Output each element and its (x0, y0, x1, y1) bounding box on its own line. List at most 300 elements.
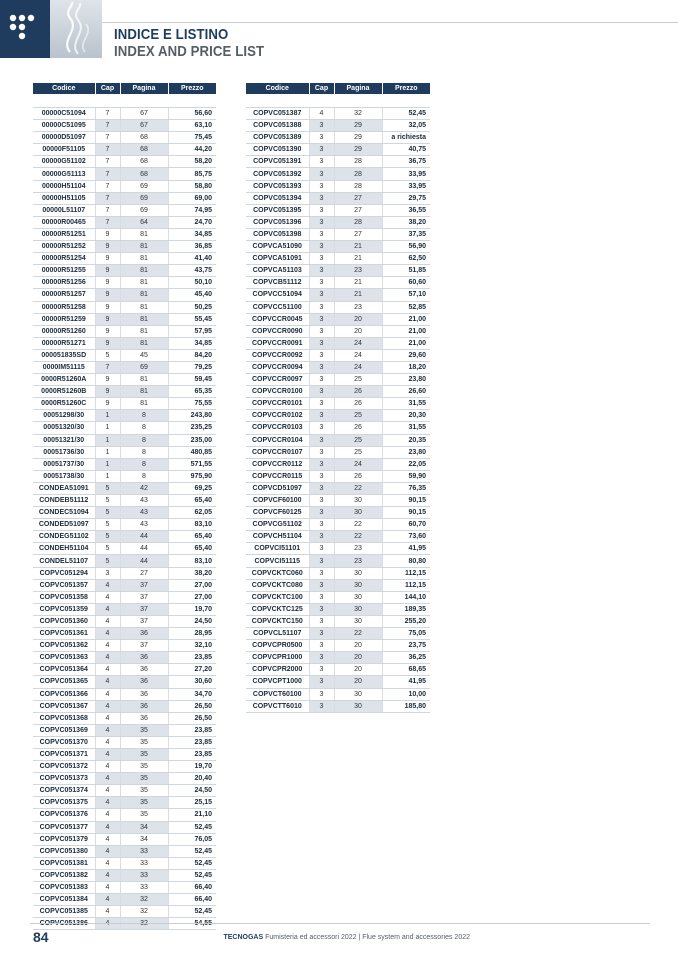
table-row (33, 906, 216, 918)
price-cell: 62,05 (168, 507, 216, 519)
table-row (246, 241, 430, 253)
cap-cell: 5 (95, 507, 120, 519)
code-cell: 00000D51097 (33, 132, 95, 144)
page-cell: 35 (120, 736, 168, 748)
table-row (33, 108, 216, 120)
code-cell: COPVCPR1000 (246, 652, 309, 664)
page-cell: 36 (120, 676, 168, 688)
table-row (246, 228, 430, 240)
cap-cell: 4 (95, 664, 120, 676)
table-row (246, 192, 430, 204)
page-cell: 27 (334, 192, 382, 204)
price-cell: 24,70 (168, 216, 216, 228)
table-row (246, 591, 430, 603)
page-cell: 81 (120, 386, 168, 398)
spacer-row (246, 94, 430, 108)
code-cell: COPVC051398 (246, 228, 309, 240)
cap-cell: 5 (95, 531, 120, 543)
cap-cell: 7 (95, 120, 120, 132)
table-row (246, 422, 430, 434)
code-cell: 00000R51251 (33, 228, 95, 240)
price-cell: 29,60 (382, 349, 430, 361)
price-cell: 66,40 (168, 882, 216, 894)
page-cell: 30 (334, 603, 382, 615)
cap-cell: 7 (95, 180, 120, 192)
page-cell: 8 (120, 422, 168, 434)
cap-cell: 3 (95, 567, 120, 579)
table-row (33, 736, 216, 748)
code-cell: COPVCCR0107 (246, 446, 309, 458)
price-cell: 33,95 (382, 180, 430, 192)
table-row (246, 277, 430, 289)
code-cell: COPVCPR2000 (246, 664, 309, 676)
table-row (246, 325, 430, 337)
cap-cell: 4 (95, 906, 120, 918)
table-row (33, 168, 216, 180)
cap-cell: 4 (95, 676, 120, 688)
price-cell: 26,50 (168, 700, 216, 712)
table-row (33, 422, 216, 434)
table-row (33, 337, 216, 349)
price-cell: 29,75 (382, 192, 430, 204)
table-row (33, 204, 216, 216)
code-cell: COPVCCR0100 (246, 386, 309, 398)
cap-cell: 4 (95, 712, 120, 724)
table-row (33, 664, 216, 676)
cap-cell: 3 (309, 676, 334, 688)
price-cell: 20,40 (168, 773, 216, 785)
price-cell: 36,85 (168, 241, 216, 253)
code-cell: 00000R51257 (33, 289, 95, 301)
page-cell: 81 (120, 241, 168, 253)
cap-cell: 4 (95, 640, 120, 652)
price-cell: 65,40 (168, 543, 216, 555)
table-header (33, 83, 216, 94)
price-cell: 75,45 (168, 132, 216, 144)
code-cell: COPVC051391 (246, 156, 309, 168)
page-cell: 25 (334, 434, 382, 446)
table-row (246, 700, 430, 712)
cap-cell: 5 (95, 349, 120, 361)
page-cell: 20 (334, 652, 382, 664)
page-cell: 33 (120, 869, 168, 881)
table-row (33, 519, 216, 531)
cap-cell: 3 (309, 652, 334, 664)
page-cell: 35 (120, 809, 168, 821)
code-cell: COPVCCR0101 (246, 398, 309, 410)
price-cell: 27,00 (168, 579, 216, 591)
table-row (246, 543, 430, 555)
price-cell: 57,95 (168, 325, 216, 337)
cap-cell: 4 (95, 773, 120, 785)
code-cell: COPVCT60100 (246, 688, 309, 700)
price-cell: 74,95 (168, 204, 216, 216)
table-row (33, 894, 216, 906)
price-cell: 52,85 (382, 301, 430, 313)
cap-cell: 9 (95, 337, 120, 349)
code-cell: COPVCCR0094 (246, 361, 309, 373)
price-cell: 83,10 (168, 555, 216, 567)
price-cell: 57,10 (382, 289, 430, 301)
table-row (246, 156, 430, 168)
page-cell: 43 (120, 507, 168, 519)
page-cell: 23 (334, 555, 382, 567)
col-header-cap: Cap (95, 83, 120, 94)
cap-cell: 3 (309, 567, 334, 579)
dots-logo-icon (9, 14, 39, 44)
page-cell: 68 (120, 132, 168, 144)
price-cell: 75,05 (382, 628, 430, 640)
code-cell: COPVCA51091 (246, 253, 309, 265)
page-cell: 34 (120, 821, 168, 833)
cap-cell: 3 (309, 132, 334, 144)
table-row (33, 349, 216, 361)
price-cell: 65,40 (168, 531, 216, 543)
table-row (33, 495, 216, 507)
code-cell: COPVC051381 (33, 857, 95, 869)
code-cell: CONDEA51091 (33, 482, 95, 494)
price-cell: 23,85 (168, 652, 216, 664)
table-row (33, 845, 216, 857)
price-cell: 26,50 (168, 712, 216, 724)
code-cell: 00000R51256 (33, 277, 95, 289)
code-cell: COPVC051364 (33, 664, 95, 676)
cap-cell: 7 (95, 156, 120, 168)
table-header (246, 83, 430, 94)
page-cell: 21 (334, 289, 382, 301)
spacer-row (33, 94, 216, 108)
price-cell: 80,80 (382, 555, 430, 567)
cap-cell: 4 (95, 845, 120, 857)
cap-cell: 7 (95, 192, 120, 204)
price-cell: 52,45 (168, 869, 216, 881)
code-cell: COPVC051382 (33, 869, 95, 881)
table-row (246, 216, 430, 228)
table-row (33, 603, 216, 615)
page-cell: 33 (120, 857, 168, 869)
cap-cell: 3 (309, 700, 334, 712)
page-cell: 27 (334, 204, 382, 216)
cap-cell: 4 (95, 809, 120, 821)
cap-cell: 7 (95, 216, 120, 228)
cap-cell: 9 (95, 265, 120, 277)
price-cell: 24,50 (168, 785, 216, 797)
cap-cell: 9 (95, 313, 120, 325)
page-cell: 69 (120, 180, 168, 192)
page-cell: 8 (120, 446, 168, 458)
page-title-en: INDEX AND PRICE LIST (114, 43, 265, 60)
page-cell: 37 (120, 640, 168, 652)
price-cell: 28,95 (168, 628, 216, 640)
cap-cell: 4 (95, 628, 120, 640)
code-cell: COPVCCR0090 (246, 325, 309, 337)
code-cell: COPVCL51107 (246, 628, 309, 640)
price-cell: 40,75 (382, 144, 430, 156)
code-cell: COPVCF60125 (246, 507, 309, 519)
table-row (246, 688, 430, 700)
spacer-cell (309, 94, 334, 108)
page-cell: 81 (120, 253, 168, 265)
cap-cell: 3 (309, 253, 334, 265)
cap-cell: 7 (95, 132, 120, 144)
code-cell: COPVC051385 (33, 906, 95, 918)
cap-cell: 4 (95, 748, 120, 760)
table-row (33, 446, 216, 458)
code-cell: COPVC051374 (33, 785, 95, 797)
price-cell: 23,85 (168, 724, 216, 736)
cap-cell: 3 (309, 277, 334, 289)
cap-cell: 3 (309, 688, 334, 700)
page-cell: 23 (334, 543, 382, 555)
code-cell: COPVCG51102 (246, 519, 309, 531)
price-cell: 235,25 (168, 422, 216, 434)
price-cell: 60,70 (382, 519, 430, 531)
page-cell: 69 (120, 204, 168, 216)
page-cell: 81 (120, 325, 168, 337)
code-cell: COPVC051392 (246, 168, 309, 180)
code-cell: COPVC051357 (33, 579, 95, 591)
code-cell: 00000F51105 (33, 144, 95, 156)
spacer-cell (120, 94, 168, 108)
price-cell: 37,35 (382, 228, 430, 240)
cap-cell: 3 (309, 374, 334, 386)
code-cell: 00000H51104 (33, 180, 95, 192)
page-cell: 35 (120, 785, 168, 797)
price-cell: 27,00 (168, 591, 216, 603)
table-row (33, 180, 216, 192)
price-cell: 36,25 (382, 652, 430, 664)
table-row (33, 265, 216, 277)
page-cell: 30 (334, 507, 382, 519)
code-cell: 0000R51260B (33, 386, 95, 398)
footer-text (223, 934, 470, 941)
price-cell: 112,15 (382, 579, 430, 591)
table-row (246, 446, 430, 458)
price-cell: 52,45 (168, 845, 216, 857)
price-cell: 90,15 (382, 507, 430, 519)
price-cell: 41,95 (382, 543, 430, 555)
price-cell: 83,10 (168, 519, 216, 531)
code-cell: COPVC051367 (33, 700, 95, 712)
col-header-price: Prezzo (382, 83, 430, 94)
cap-cell: 4 (95, 797, 120, 809)
page-cell: 30 (334, 495, 382, 507)
code-cell: COPVC051387 (246, 108, 309, 120)
price-cell: 255,20 (382, 615, 430, 627)
page-cell: 29 (334, 120, 382, 132)
page-cell: 23 (334, 265, 382, 277)
cap-cell: 3 (309, 144, 334, 156)
code-cell: 00000R51255 (33, 265, 95, 277)
price-cell: 21,00 (382, 313, 430, 325)
page-cell: 30 (334, 579, 382, 591)
cap-cell: 3 (309, 615, 334, 627)
col-header-code: Codice (246, 83, 309, 94)
price-cell: 38,20 (382, 216, 430, 228)
table-row (33, 615, 216, 627)
cap-cell: 3 (309, 482, 334, 494)
page-cell: 30 (334, 688, 382, 700)
col-header-cap: Cap (309, 83, 334, 94)
code-cell: COPVCC51100 (246, 301, 309, 313)
code-cell: COPVC051393 (246, 180, 309, 192)
code-cell: 0000IM51115 (33, 361, 95, 373)
table-row (33, 482, 216, 494)
cap-cell: 4 (95, 882, 120, 894)
code-cell: COPVCD51097 (246, 482, 309, 494)
price-cell: 50,25 (168, 301, 216, 313)
code-cell: COPVCA51103 (246, 265, 309, 277)
page-cell: 21 (334, 241, 382, 253)
price-cell: 63,10 (168, 120, 216, 132)
page-cell: 36 (120, 688, 168, 700)
price-cell: 56,60 (168, 108, 216, 120)
table-row (33, 773, 216, 785)
table-row (33, 325, 216, 337)
cap-cell: 9 (95, 277, 120, 289)
header-rule (102, 22, 678, 23)
col-header-page: Pagina (120, 83, 168, 94)
code-cell: 0000R51260C (33, 398, 95, 410)
table-row (33, 386, 216, 398)
page-cell: 28 (334, 180, 382, 192)
table-row (33, 688, 216, 700)
code-cell: 00051321/30 (33, 434, 95, 446)
price-cell: 43,75 (168, 265, 216, 277)
table-row (246, 301, 430, 313)
cap-cell: 4 (95, 579, 120, 591)
page-cell: 25 (334, 446, 382, 458)
cap-cell: 3 (309, 337, 334, 349)
page-cell: 81 (120, 337, 168, 349)
page-cell: 35 (120, 761, 168, 773)
page-cell: 30 (334, 591, 382, 603)
page-cell: 36 (120, 664, 168, 676)
page-cell: 69 (120, 361, 168, 373)
page-cell: 24 (334, 349, 382, 361)
footer-brand: TECNOGAS (223, 934, 264, 941)
page-cell: 26 (334, 386, 382, 398)
table-row (33, 567, 216, 579)
table-row (33, 821, 216, 833)
cap-cell: 3 (309, 640, 334, 652)
code-cell: COPVCH51104 (246, 531, 309, 543)
table-row (33, 640, 216, 652)
table-row (246, 664, 430, 676)
table-row (246, 507, 430, 519)
page-cell: 28 (334, 216, 382, 228)
spacer-cell (246, 94, 309, 108)
code-cell: COPVCB51112 (246, 277, 309, 289)
page-cell: 35 (120, 773, 168, 785)
cap-cell: 3 (309, 507, 334, 519)
price-cell: 19,70 (168, 603, 216, 615)
price-cell: a richiesta (382, 132, 430, 144)
price-cell: 34,85 (168, 337, 216, 349)
code-cell: 00000R51252 (33, 241, 95, 253)
cap-cell: 9 (95, 398, 120, 410)
code-cell: 00000L51107 (33, 204, 95, 216)
table-row (246, 470, 430, 482)
cap-cell: 3 (309, 664, 334, 676)
code-cell: COPVCKTC060 (246, 567, 309, 579)
code-cell: COPVC051380 (33, 845, 95, 857)
code-cell: COPVC051373 (33, 773, 95, 785)
spacer-cell (95, 94, 120, 108)
cap-cell: 4 (95, 894, 120, 906)
code-cell: 00000R00465 (33, 216, 95, 228)
table-row (246, 253, 430, 265)
page-cell: 8 (120, 434, 168, 446)
page-cell: 21 (334, 253, 382, 265)
code-cell: 00000R51254 (33, 253, 95, 265)
page-cell: 81 (120, 398, 168, 410)
page-cell: 37 (120, 603, 168, 615)
price-cell: 26,60 (382, 386, 430, 398)
code-cell: COPVC051359 (33, 603, 95, 615)
price-cell: 24,50 (168, 615, 216, 627)
page-title-it: INDICE E LISTINO (114, 26, 229, 43)
table-row (33, 228, 216, 240)
page-cell: 22 (334, 482, 382, 494)
code-cell: COPVC051360 (33, 615, 95, 627)
table-row (246, 676, 430, 688)
table-row (33, 192, 216, 204)
table-row (246, 313, 430, 325)
code-cell: COPVC051394 (246, 192, 309, 204)
cap-cell: 4 (95, 700, 120, 712)
price-cell: 66,40 (168, 894, 216, 906)
table-row (33, 652, 216, 664)
page-cell: 67 (120, 120, 168, 132)
price-cell: 235,00 (168, 434, 216, 446)
page-cell: 68 (120, 156, 168, 168)
table-row (246, 337, 430, 349)
cap-cell: 3 (309, 301, 334, 313)
page-cell: 81 (120, 265, 168, 277)
code-cell: COPVCKTC080 (246, 579, 309, 591)
code-cell: COPVCCR0045 (246, 313, 309, 325)
cap-cell: 7 (95, 144, 120, 156)
price-cell: 21,00 (382, 337, 430, 349)
price-cell: 52,45 (168, 857, 216, 869)
cap-cell: 3 (309, 204, 334, 216)
page-cell: 29 (334, 132, 382, 144)
table-row (246, 482, 430, 494)
table-row (246, 628, 430, 640)
price-cell: 59,45 (168, 374, 216, 386)
cap-cell: 3 (309, 543, 334, 555)
page-cell: 22 (334, 519, 382, 531)
page-cell: 45 (120, 349, 168, 361)
table-row (33, 156, 216, 168)
code-cell: 00051738/30 (33, 470, 95, 482)
cap-cell: 4 (95, 591, 120, 603)
table-row (33, 361, 216, 373)
price-cell: 75,55 (168, 398, 216, 410)
price-table-right (246, 83, 430, 713)
table-row (33, 869, 216, 881)
code-cell: 00000H51105 (33, 192, 95, 204)
code-cell: COPVC051396 (246, 216, 309, 228)
table-row (33, 543, 216, 555)
page-cell: 24 (334, 458, 382, 470)
cap-cell: 5 (95, 482, 120, 494)
cap-cell: 3 (309, 446, 334, 458)
code-cell: COPVCPR0500 (246, 640, 309, 652)
cap-cell: 9 (95, 253, 120, 265)
cap-cell: 1 (95, 410, 120, 422)
